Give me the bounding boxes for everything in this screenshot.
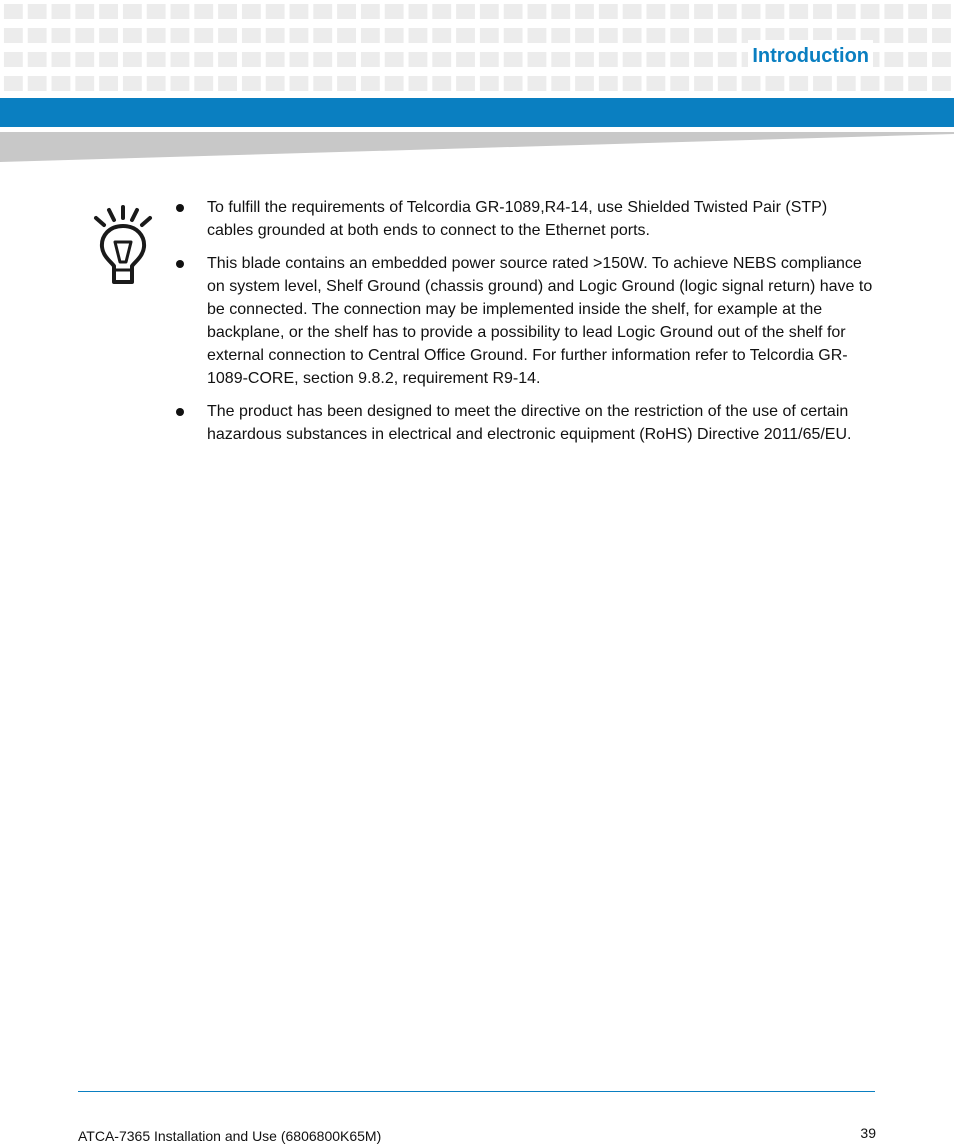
list-item-text: This blade contains an embedded power source rated >150W. To achieve NEBS compliance on system level, Shelf Ground (chassis ground) and Logic Ground (logic signal return) have to be connected. The connection may be implemented inside the shelf, for example at the backplane, or the shelf has to provide a possibility to lead Logic Ground out of the shelf for external connection to Central Office Ground. For further information refer to Telcordia GR-1089-CORE, section 9.8.2, requirement R9-14. [207, 255, 873, 387]
bullet-dot [176, 204, 184, 212]
footer-page-number: 39 [860, 1125, 876, 1141]
header-gray-wedge [0, 132, 954, 164]
footer-rule [78, 1091, 875, 1092]
list-item [176, 252, 876, 390]
bullet-dot [176, 408, 184, 416]
list-item [176, 196, 876, 242]
list-item-text: To fulfill the requirements of Telcordia GR-1089,R4-14, use Shielded Twisted Pair (STP) cables grounded at both ends to connect to the Ethernet ports. [207, 199, 828, 239]
list-item-text: The product has been designed to meet the directive on the restriction of the use of certain hazardous substances in electrical and electronic equipment (RoHS) Directive 2011/65/EU. [207, 403, 852, 443]
list-item [176, 400, 876, 446]
header-blue-bar [0, 98, 954, 127]
section-title: Introduction [748, 40, 873, 72]
footer-document-title: ATCA-7365 Installation and Use (6806800K65M) [78, 1128, 382, 1144]
notes-list [176, 196, 876, 456]
bullet-dot [176, 260, 184, 268]
lightbulb-icon [90, 204, 156, 288]
